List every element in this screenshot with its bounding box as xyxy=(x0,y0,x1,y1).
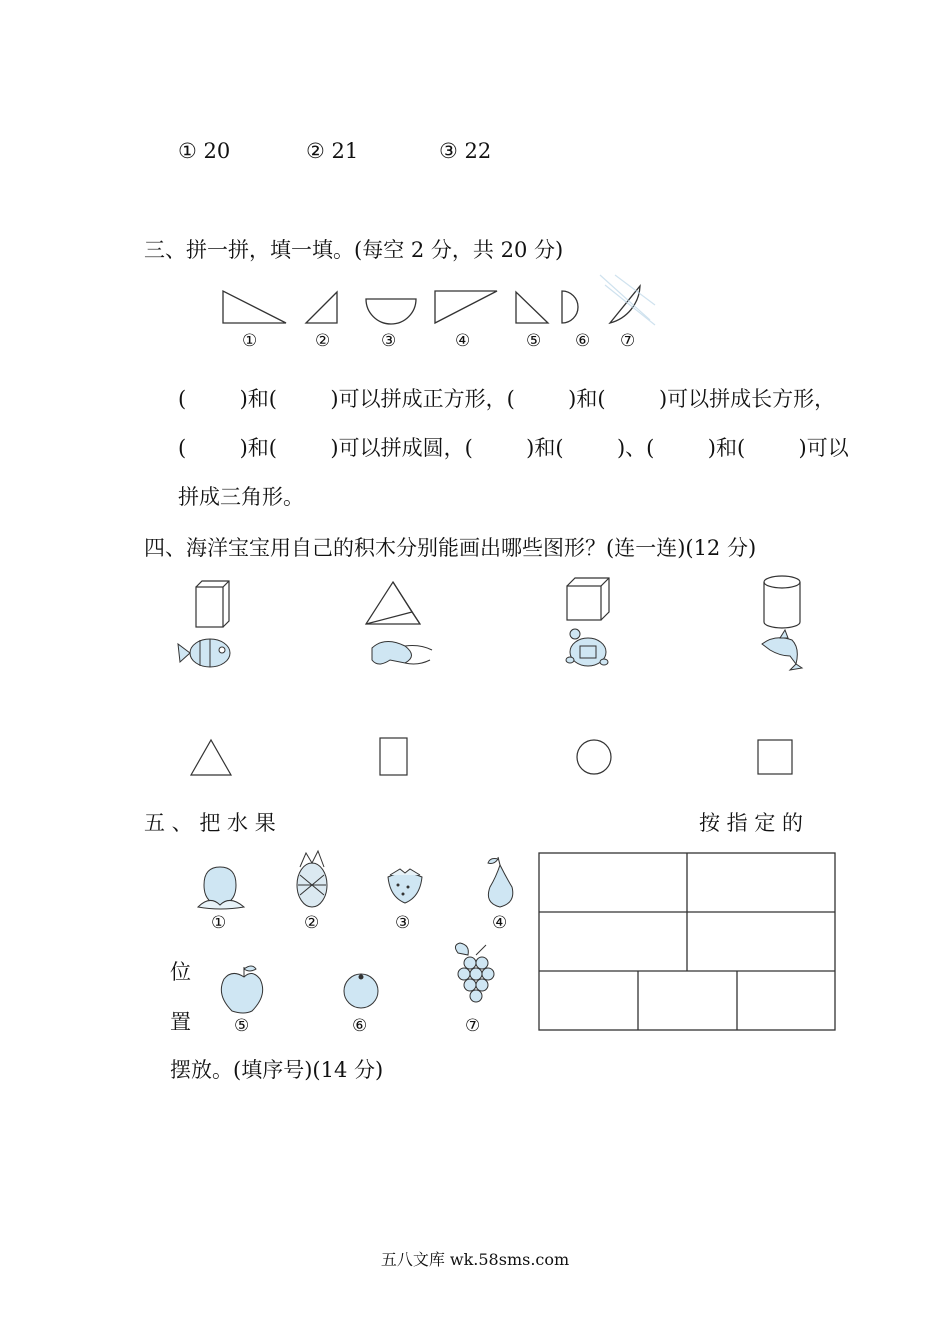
shape-1 xyxy=(223,291,286,323)
option-1: ① 20 xyxy=(178,139,231,163)
fruit-label-3: ③ xyxy=(395,913,411,933)
section5-title-right: 按 指 定 的 xyxy=(699,811,804,835)
section5-title-left: 五 、 把 水 果 xyxy=(144,811,276,835)
shape-label-5: ⑤ xyxy=(526,331,542,351)
turtle-icon xyxy=(566,629,608,666)
cuboid-icon xyxy=(196,581,229,627)
side-text-1: 位 xyxy=(170,960,191,984)
shape-6 xyxy=(562,291,578,323)
shape-label-6: ⑥ xyxy=(575,331,591,351)
shape-label-1: ① xyxy=(242,331,258,351)
section4-title: 四、海洋宝宝用自己的积木分别能画出哪些图形？(连一连)(12 分) xyxy=(144,536,757,560)
fruit-label-6: ⑥ xyxy=(352,1016,368,1036)
section5-tail: 摆放。(填序号)(14 分) xyxy=(170,1058,384,1082)
circle-icon xyxy=(577,740,611,774)
fruit-label-5: ⑤ xyxy=(234,1016,250,1036)
shape-5 xyxy=(516,292,548,323)
pyramid-icon xyxy=(366,582,420,624)
option-3: ③ 22 xyxy=(439,139,492,163)
shrimp-icon xyxy=(372,641,432,664)
section3-title: 三、拼一拼，填一填。(每空 2 分，共 20 分) xyxy=(144,238,564,262)
shape-label-7: ⑦ xyxy=(620,331,636,351)
square-icon xyxy=(758,740,792,774)
fruit-label-2: ② xyxy=(304,913,320,933)
shape-label-3: ③ xyxy=(381,331,397,351)
plane-shapes-row xyxy=(0,734,950,784)
fruit-label-7: ⑦ xyxy=(465,1016,481,1036)
side-text-2: 置 xyxy=(170,1010,191,1034)
fish-icon xyxy=(178,639,230,667)
section3-line1: ( )和( )可以拼成正方形，( )和( )可以拼成长方形， xyxy=(178,387,836,411)
rectangle-icon xyxy=(380,738,407,775)
section3-line3: 拼成三角形。 xyxy=(178,485,304,509)
shape-2 xyxy=(306,292,337,323)
placement-grid xyxy=(0,850,950,1050)
puzzle-shapes xyxy=(0,270,950,390)
shape-4 xyxy=(435,291,497,323)
fruit-label-4: ④ xyxy=(492,913,508,933)
shape-3 xyxy=(366,299,416,324)
cylinder-icon xyxy=(764,576,800,628)
triangle-icon xyxy=(191,740,231,775)
shape-7 xyxy=(610,286,640,323)
fruit-label-1: ① xyxy=(211,913,227,933)
dolphin-icon xyxy=(762,630,802,670)
solids-row xyxy=(0,572,950,632)
animals-row xyxy=(0,628,950,678)
cube-icon xyxy=(567,578,609,620)
footer-text: 五八文库 wk.58sms.com xyxy=(380,1250,570,1269)
shape-label-2: ② xyxy=(315,331,331,351)
section3-line2: ( )和( )可以拼成圆，( )和( )、( )和( )可以 xyxy=(178,436,849,460)
shape-label-4: ④ xyxy=(455,331,471,351)
option-2: ② 21 xyxy=(306,139,359,163)
